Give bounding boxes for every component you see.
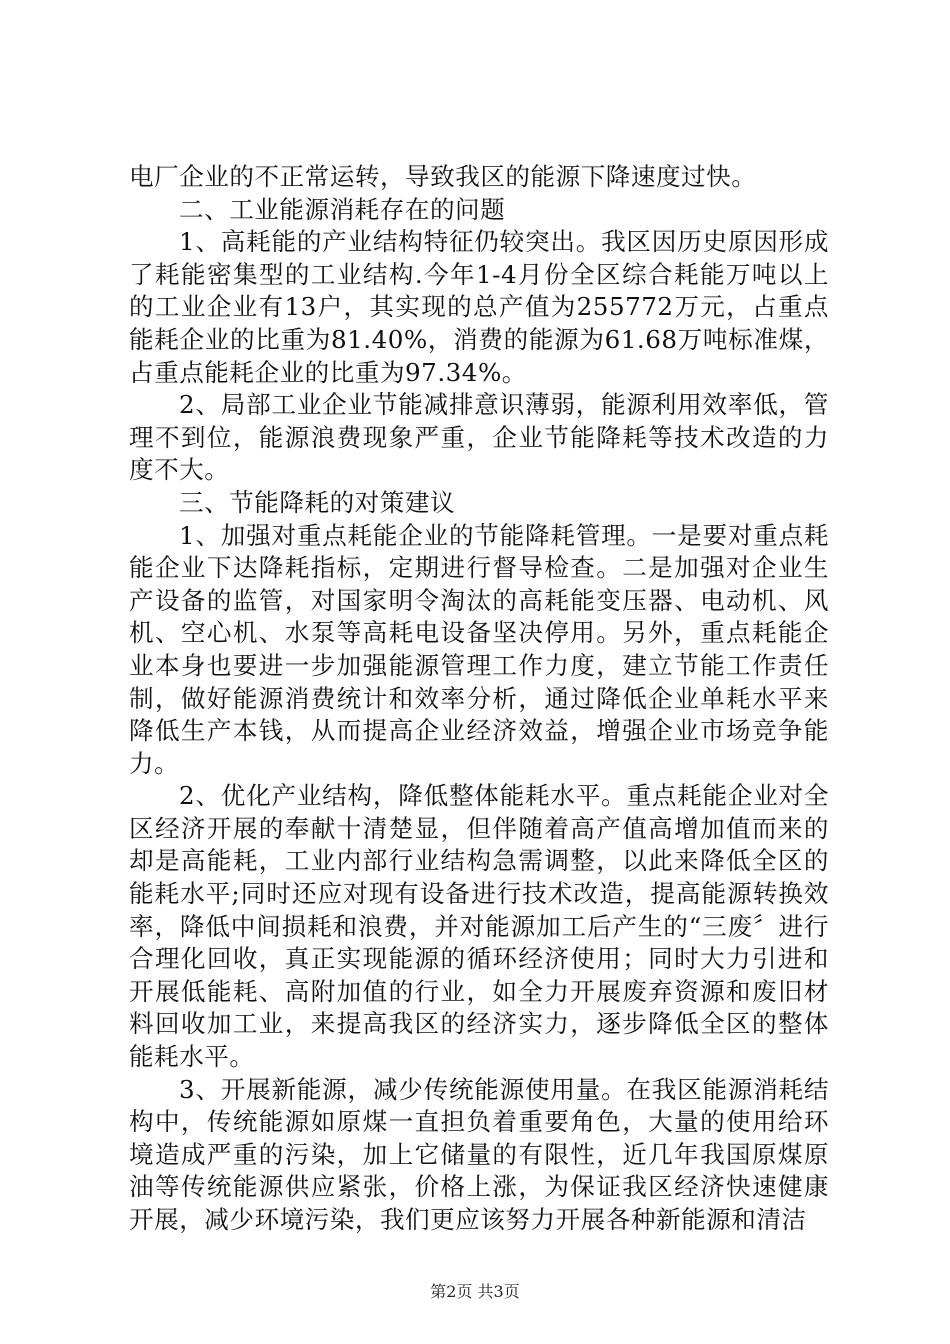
paragraph-suggestion-1: 1、加强对重点耗能企业的节能降耗管理。一是要对重点耗能企业下达降耗指标，定期进行督导检查。二是加强对企业生产设备的监管，对国家明令淘汰的高耗能变压器、电动机、风机、空心机、水泵等高耗电设备坚决停用。另外，重点耗能企业本身也要进一步加强能源管理工作力度，建立节能工作责任制，做好能源消费统计和效率分析，通过降低企业单耗水平来降低生产本钱，从而提高企业经济效益，增强企业市场竞争能力。 [129, 520, 829, 778]
paragraph-problem-2: 2、局部工业企业节能减排意识薄弱，能源利用效率低，管理不到位，能源浪费现象严重，企业节能降耗等技术改造的力度不大。 [129, 390, 829, 485]
paragraph-continuation: 电厂企业的不正常运转，导致我区的能源下降速度过快。 [129, 162, 757, 191]
document-body [129, 161, 829, 1237]
paragraph-suggestion-2: 2、优化产业结构，降低整体能耗水平。重点耗能企业对全区经济开展的奉献十清楚显，但伴随着高产值高增加值而来的却是高能耗，工业内部行业结构急需调整，以此来降低全区的能耗水平;同时还应对现有设备进行技术改造，提高能源转换效率，降低中间损耗和浪费，并对能源加工后产生的“三废〞进行合理化回收，真正实现能源的循环经济使用；同时大力引进和开展低能耗、高附加值的行业，如全力开展废弃资源和废旧材料回收加工业，来提高我区的经济实力，逐步降低全区的整体能耗水平。 [129, 781, 829, 1072]
section-heading-suggestions: 三、节能降耗的对策建议 [179, 487, 456, 517]
page-number-footer: 第2页 共3页 [430, 1282, 520, 1301]
paragraph-suggestion-3: 3、开展新能源，减少传统能源使用量。在我区能源消耗结构中，传统能源如原煤一直担负着重要角色，大量的使用给环境造成严重的污染，加上它储量的有限性，近几年我国原煤原油等传统能源供应紧张，价格上涨，为保证我区经济快速健康开展，减少环境污染，我们更应该努力开展各种新能源和清洁 [129, 1074, 829, 1234]
section-heading-problems: 二、工业能源消耗存在的问题 [179, 194, 506, 224]
paragraph-problem-1: 1、高耗能的产业结构特征仍较突出。我区因历史原因形成了耗能密集型的工业结构.今年1-4月份全区综合耗能万吨以上的工业企业有13户，其实现的总产值为255772万元，占重点能耗企业的比重为81.40%，消费的能源为61.68万吨标准煤，占重点能耗企业的比重为97.34%。 [129, 227, 829, 387]
